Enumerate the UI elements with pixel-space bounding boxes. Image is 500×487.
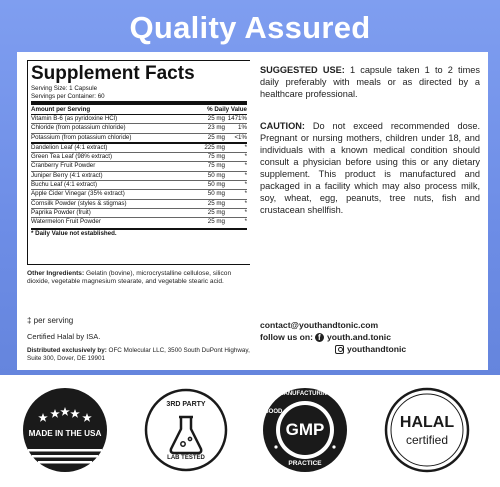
ingredient-name: Chloride (from potassium chloride) <box>31 124 126 132</box>
facts-row <box>31 115 247 124</box>
contact-email: contact@youthandtonic.com <box>260 320 379 330</box>
halal-badge-title: HALAL <box>399 414 455 431</box>
facts-row <box>31 153 247 162</box>
distributor-label: Distributed exclusively by: <box>27 347 107 354</box>
facts-row <box>31 124 247 133</box>
usa-badge-text: MADE IN THE USA <box>28 429 102 438</box>
gmp-center-text: GMP <box>285 420 325 439</box>
suggested-use <box>260 64 480 100</box>
distributor-text: OFC Molecular LLC, 3500 South DuPont Highway, Suite 300, Dover, DE 19901 <box>27 347 250 362</box>
gmp-top-text: MANUFACTURING <box>278 391 332 397</box>
facts-row <box>31 172 247 181</box>
lab-badge-top-text: 3RD PARTY <box>166 401 206 408</box>
ingredient-amount: 25 mg <box>207 115 225 122</box>
ingredient-name: Vitamin B-6 (as pyridoxine HCl) <box>31 115 118 122</box>
follow-label: follow us on: <box>260 332 313 342</box>
ingredient-amount: 50 mg <box>207 171 225 179</box>
instagram-icon <box>335 345 344 354</box>
ingredient-dv: * <box>244 162 247 170</box>
facts-row <box>31 181 247 190</box>
ingredient-dv: * <box>244 181 247 189</box>
other-ingredients <box>27 270 253 287</box>
supplement-facts-box <box>27 60 251 265</box>
ingredient-name: Apple Cider Vinegar (35% extract) <box>31 190 125 198</box>
ingredient-name: Cranberry Fruit Powder <box>31 162 96 170</box>
ingredient-dv: * <box>244 218 247 226</box>
caution-text <box>260 120 480 216</box>
facts-row <box>31 200 247 209</box>
caution-body: Do not exceed recommended dose. Pregnant or nursing mothers, children under 18, and individuals with a known medical condition should consult a physician before using this or any dietary supplement. This product is manufactured and packaged in a facility which may also process milk, soy, wheat, egg, peanuts, tree nuts, fish and crustacean shellfish. <box>260 121 480 215</box>
facts-rule <box>31 101 247 105</box>
lab-tested-badge <box>143 387 229 473</box>
ingredient-dv: <1% <box>234 133 247 141</box>
ingredient-amount: 225 mg <box>204 143 225 151</box>
facebook-icon <box>315 333 324 342</box>
facts-header-row <box>31 106 247 115</box>
caution-label: CAUTION: <box>260 121 305 131</box>
gmp-bottom-text: PRACTICE <box>288 460 322 467</box>
halal-badge-subtitle: certified <box>405 433 449 447</box>
halal-certification-line: Certified Halal by ISA. <box>27 332 101 341</box>
suggested-use-text: 1 capsule taken 1 to 2 times daily preferably with meals or as directed by a healthcare professional. <box>260 65 480 99</box>
ingredient-amount: 75 mg <box>207 162 225 170</box>
facts-footnote: * Daily Value not established. <box>31 228 247 238</box>
ingredient-amount: 25 mg <box>207 133 225 141</box>
gmp-left-text: GOOD <box>264 409 283 415</box>
ingredient-name: Green Tea Leaf (98% extract) <box>31 153 113 161</box>
halal-badge <box>384 387 470 473</box>
ingredient-name: Juniper Berry (4:1 extract) <box>31 171 103 179</box>
ingredient-amount: 75 mg <box>207 153 225 161</box>
instagram-handle: youthandtonic <box>347 344 407 354</box>
ingredient-name: Watermelon Fruit Powder <box>31 218 101 226</box>
ingredient-amount: 23 mg <box>207 124 225 132</box>
other-ingredients-label: Other Ingredients: <box>27 270 85 277</box>
contact-block <box>260 319 484 355</box>
directions-panel <box>250 52 488 370</box>
facts-row <box>31 218 247 226</box>
ingredient-dv: * <box>244 143 247 151</box>
ingredient-name: Buchu Leaf (4:1 extract) <box>31 181 98 189</box>
facts-title: Supplement Facts <box>31 63 195 84</box>
facts-row <box>31 162 247 171</box>
ingredient-dv: * <box>244 190 247 198</box>
ingredient-name: Dandelion Leaf (4:1 extract) <box>31 143 108 151</box>
supplement-facts-panel <box>17 52 257 370</box>
servings-per-container: Servings per Container: 60 <box>31 92 105 100</box>
other-ingredients-text: Gelatin (bovine), microcrystalline cellulose, silicon dioxide, vegetable magnesium stearate, and vegetable stearic acid. <box>27 270 232 286</box>
ingredient-name: Potassium (from potassium chloride) <box>31 133 132 141</box>
ingredient-name: Paprika Powder (fruit) <box>31 208 91 216</box>
facts-row <box>31 190 247 199</box>
header-dv: % Daily Value <box>207 106 247 113</box>
ingredient-dv: * <box>244 208 247 216</box>
ingredient-name: Cornsilk Powder (styles & stigmas) <box>31 199 127 207</box>
lab-badge-bottom-text: LAB TESTED <box>167 455 205 461</box>
gmp-badge <box>262 387 348 473</box>
facts-row <box>31 209 247 218</box>
page-title: Quality Assured <box>129 10 371 45</box>
ingredient-amount: 50 mg <box>207 181 225 189</box>
ingredient-dv: 1471% <box>227 115 247 122</box>
suggested-use-label: SUGGESTED USE: <box>260 65 345 75</box>
header-amount: Amount per Serving <box>31 106 91 113</box>
made-in-usa-badge <box>22 387 108 473</box>
ingredient-amount: 25 mg <box>207 218 225 226</box>
ingredient-dv: * <box>244 199 247 207</box>
certification-badges <box>0 375 500 487</box>
ingredient-amount: 50 mg <box>207 190 225 198</box>
facts-row <box>31 144 247 153</box>
serving-size: Serving Size: 1 Capsule <box>31 85 98 92</box>
ingredient-amount: 25 mg <box>207 208 225 216</box>
per-serving-note: ‡ per serving <box>27 316 74 325</box>
facts-rows <box>31 115 247 227</box>
distributor-info <box>27 347 257 363</box>
ingredient-dv: 1% <box>238 124 247 132</box>
facts-row <box>31 134 247 144</box>
ingredient-amount: 25 mg <box>207 199 225 207</box>
ingredient-dv: * <box>244 171 247 179</box>
facebook-handle: youth.and.tonic <box>327 332 391 342</box>
ingredient-dv: * <box>244 153 247 161</box>
instagram-row <box>260 343 484 355</box>
facebook-row <box>260 331 484 343</box>
